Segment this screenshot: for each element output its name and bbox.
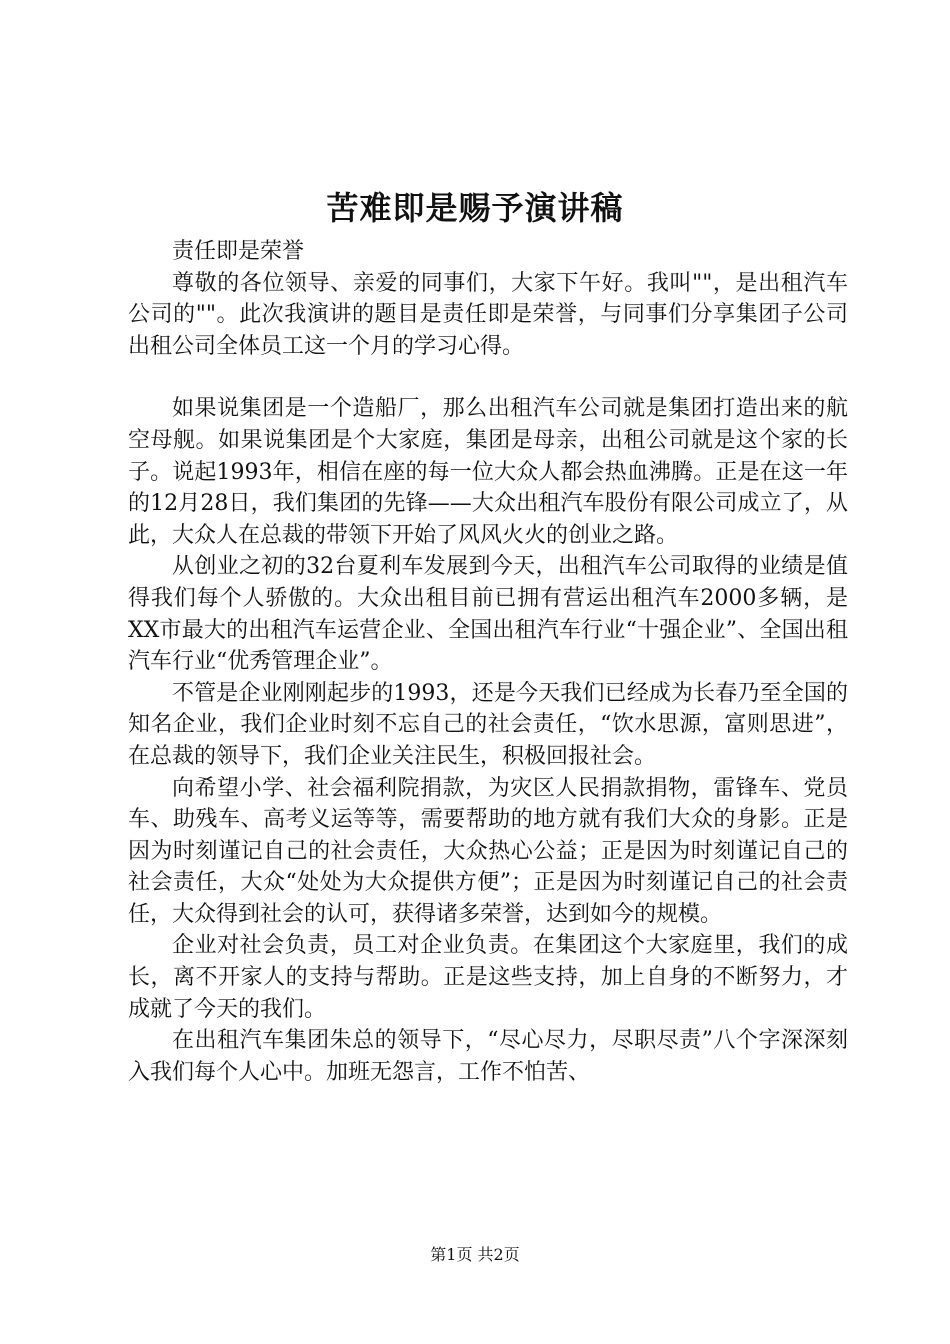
paragraph: 不管是企业刚刚起步的1993，还是今天我们已经成为长春乃至全国的知名企业，我们企业时刻不忘自己的社会责任，“饮水思源，富则思进”，在总裁的领导下，我们企业关注民生，积极回报社会。 [128, 680, 848, 769]
paragraph: 从创业之初的32台夏利车发展到今天，出租汽车公司取得的业绩是值得我们每个人骄傲的。大众出租目前已拥有营运出租汽车2000多辆，是XX市最大的出租汽车运营企业、全国出租汽车行业“十强企业”、全国出租汽车行业“优秀管理企业”。 [128, 554, 848, 675]
paragraph: 责任即是荣誉 [172, 239, 305, 264]
page-footer: 第1页 共2页 [430, 1245, 520, 1264]
paragraph: 企业对社会负责，员工对企业负责。在集团这个大家庭里，我们的成长，离不开家人的支持与帮助。正是这些支持，加上自身的不断努力，才成就了今天的我们。 [128, 933, 848, 1022]
paragraph: 向希望小学、社会福利院捐款，为灾区人民捐款捐物，雷锋车、党员车、助残车、高考义运等等，需要帮助的地方就有我们大众的身影。正是因为时刻谨记自己的社会责任，大众热心公益；正是因为时刻谨记自己的社会责任，大众“处处为大众提供方便”；正是因为时刻谨记自己的社会责任，大众得到社会的认可，获得诸多荣誉，达到如今的规模。 [128, 775, 848, 927]
document-body [128, 236, 848, 1088]
paragraph: 在出租汽车集团朱总的领导下，“尽心尽力，尽职尽责”八个字深深刻入我们每个人心中。加班无怨言，工作不怕苦、 [128, 1028, 848, 1085]
paragraph: 如果说集团是一个造船厂，那么出租汽车公司就是集团打造出来的航空母舰。如果说集团是个大家庭，集团是母亲，出租公司就是这个家的长子。说起1993年，相信在座的每一位大众人都会热血沸腾。正是在这一年的12月28日，我们集团的先锋——大众出租汽车股份有限公司成立了，从此，大众人在总裁的带领下开始了风风火火的创业之路。 [128, 396, 848, 548]
document-title: 苦难即是赐予演讲稿 [326, 189, 624, 227]
paragraph: 尊敬的各位领导、亲爱的同事们，大家下午好。我叫""，是出租汽车公司的""。此次我演讲的题目是责任即是荣誉，与同事们分享集团子公司出租公司全体员工这一个月的学习心得。 [128, 270, 848, 359]
